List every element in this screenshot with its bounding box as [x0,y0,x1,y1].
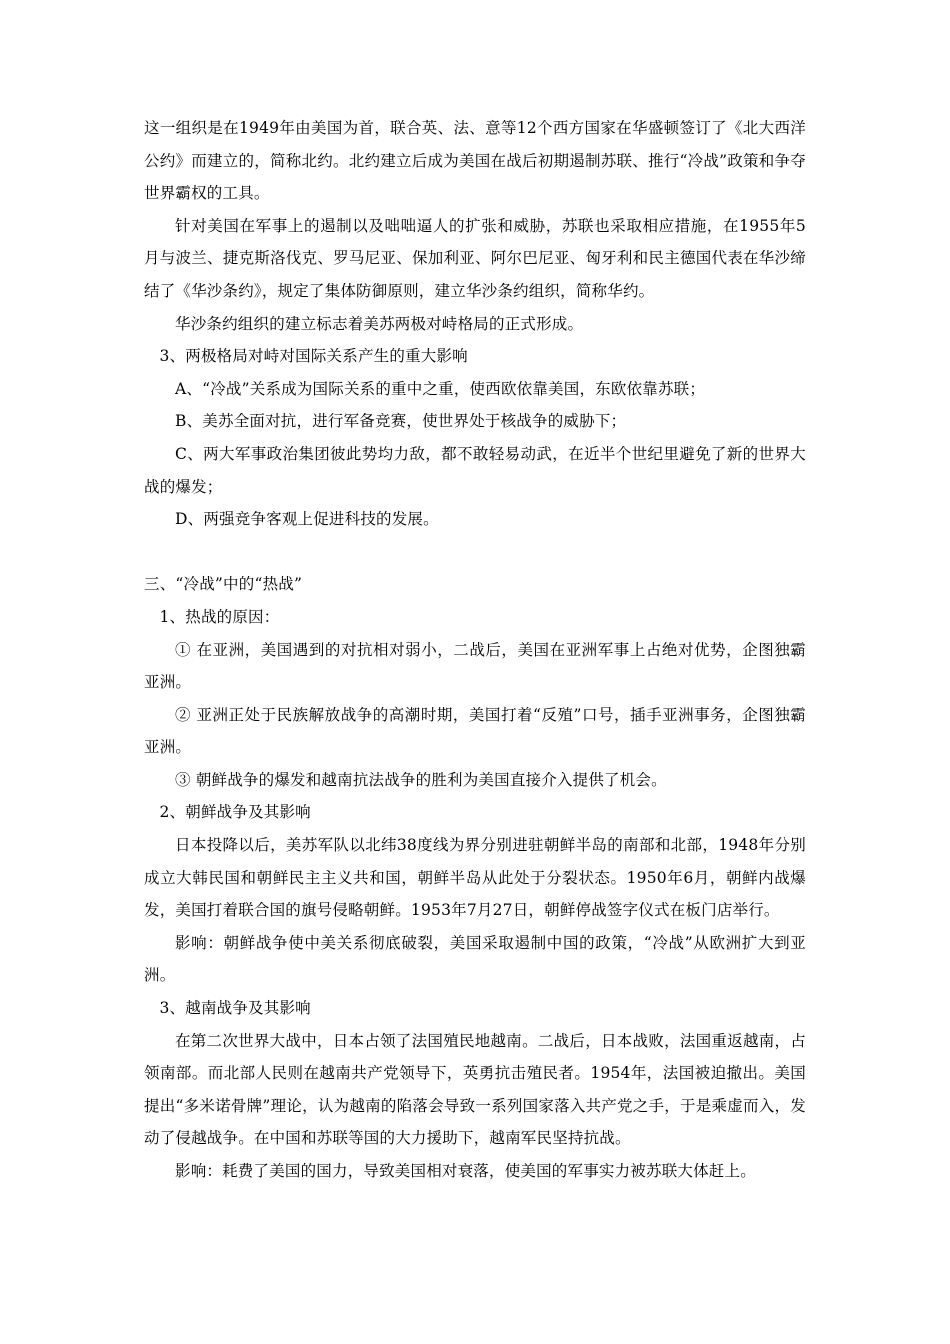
paragraph-bipolar-formation: 华沙条约组织的建立标志着美苏两极对峙格局的正式形成。 [175,314,584,333]
cause-item-1: ① 在亚洲，美国遇到的对抗相对弱小，二战后，美国在亚洲军事上占绝对优势，企图独霸亚洲。 [144,640,806,692]
list-item-c: C、两大军事政治集团彼此势均力敌，都不敢轻易动武，在近半个世纪里避免了新的世界大战的爆发； [144,444,806,496]
heading-korean-war: 2、朝鲜战争及其影响 [159,803,311,822]
heading-hot-war-causes: 1、热战的原因： [159,607,280,626]
list-item-b: B、美苏全面对抗，进行军备竞赛，使世界处于核战争的威胁下； [175,412,627,431]
paragraph-vietnam-war-impact: 影响：耗费了美国的国力，导致美国相对衰落，使美国的军事实力被苏联大体赶上。 [175,1162,756,1180]
paragraph-korean-war: 日本投降以后，美苏军队以北纬38度线为界分别进驻朝鲜半岛的南部和北部，1948年分别成立大韩民国和朝鲜民主主义共和国，朝鲜半岛从此处于分裂状态。1950年6月，朝鲜内战爆发，美国打着联合国的旗号侵略朝鲜。1953年7月27日，朝鲜停战签字仪式在板门店举行。 [144,836,806,920]
list-item-a: A、“冷战”关系成为国际关系的重中之重，使西欧依靠美国，东欧依靠苏联； [175,379,706,398]
document-body [144,112,806,1188]
cause-item-3: ③ 朝鲜战争的爆发和越南抗法战争的胜利为美国直接介入提供了机会。 [175,770,667,789]
section-heading-hot-war: 三、“冷战”中的“热战” [144,575,303,594]
paragraph-korean-war-impact: 影响：朝鲜战争使中美关系彻底破裂，美国采取遏制中国的政策，“冷战”从欧洲扩大到亚洲。 [144,933,806,985]
cause-item-2: ② 亚洲正处于民族解放战争的高潮时期，美国打着“反殖”口号，插手亚洲事务，企图独霸亚洲。 [144,705,806,757]
list-item-d: D、两强竞争客观上促进科技的发展。 [175,510,439,529]
section-spacer [144,536,806,569]
paragraph-vietnam-war: 在第二次世界大战中，日本占领了法国殖民地越南。二战后，日本战败，法国重返越南，占领南部。而北部人民则在越南共产党领导下，英勇抗击殖民者。1954年，法国被迫撤出。美国提出“多米诺骨牌”理论，认为越南的陷落会导致一系列国家落入共产党之手，于是乘虚而入，发动了侵越战争。在中国和苏联等国的大力援助下，越南军民坚持抗战。 [144,1031,806,1148]
paragraph-warsaw-pact: 针对美国在军事上的遏制以及咄咄逼人的扩张和威胁，苏联也采取相应措施，在1955年5月与波兰、捷克斯洛伐克、罗马尼亚、保加利亚、阿尔巴尼亚、匈牙利和民主德国代表在华沙缔结了《华沙条约》，规定了集体防御原则，建立华沙条约组织，简称华约。 [144,216,806,300]
paragraph-nato: 这一组织是在1949年由美国为首，联合英、法、意等12个西方国家在华盛顿签订了《北大西洋公约》而建立的，简称北约。北约建立后成为美国在战后初期遏制苏联、推行“冷战”政策和争夺世界霸权的工具。 [144,119,806,203]
heading-vietnam-war: 3、越南战争及其影响 [159,999,311,1018]
heading-bipolar-impact: 3、两极格局对峙对国际关系产生的重大影响 [159,347,468,366]
